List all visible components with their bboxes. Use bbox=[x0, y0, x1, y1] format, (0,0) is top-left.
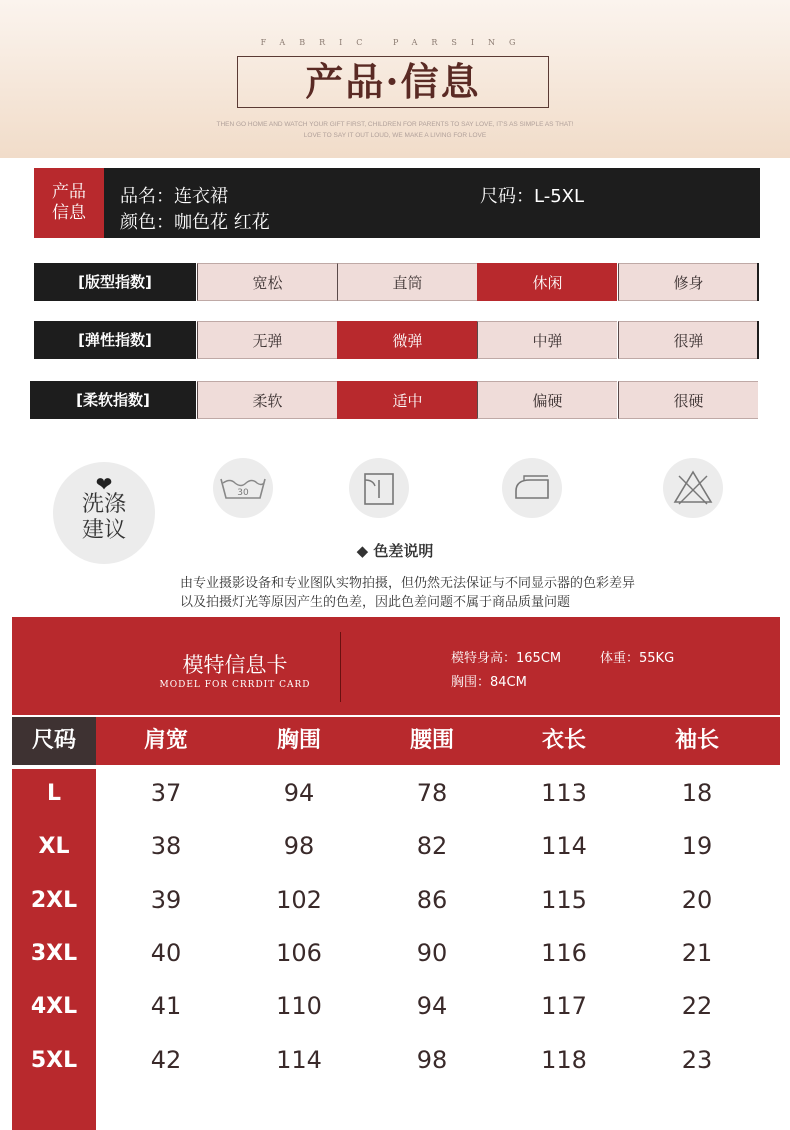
size-value-cell: 113 bbox=[541, 779, 587, 807]
size-table-header-cell: 袖长 bbox=[674, 728, 719, 753]
index-row-end bbox=[757, 321, 759, 359]
model-card-subtitle: MODEL FOR CRRDIT CARD bbox=[159, 680, 311, 690]
index-label: [柔软指数] bbox=[30, 381, 196, 419]
size-value-cell: 42 bbox=[150, 1045, 182, 1074]
size-table-header-cell: 衣长 bbox=[541, 728, 586, 753]
size-table-header-cell: 尺码 bbox=[31, 728, 76, 753]
size-value-cell: 40 bbox=[150, 938, 182, 967]
index-option: 修身 bbox=[618, 263, 758, 301]
size-value-cell: 110 bbox=[276, 992, 322, 1021]
wash-advice-label: 洗涤 建议 bbox=[81, 492, 126, 543]
size-value-cell: 18 bbox=[681, 779, 713, 807]
index-option: 宽松 bbox=[197, 263, 337, 301]
line-dry-icon bbox=[349, 458, 409, 518]
index-option: 柔软 bbox=[197, 381, 337, 419]
fabric-parsing-label: FABRIC PARSING bbox=[260, 38, 530, 47]
size-label-cell: 4XL bbox=[30, 994, 78, 1020]
header-subtext-2: LOVE TO SAY IT OUT LOUD, WE MAKE A LIVING FOR LOVE bbox=[303, 132, 487, 139]
index-option-selected: 适中 bbox=[337, 381, 477, 419]
index-row-end bbox=[757, 263, 759, 301]
size-value-cell: 90 bbox=[416, 938, 448, 967]
model-height: 模特身高：165CM bbox=[451, 651, 562, 666]
size-value-cell: 20 bbox=[681, 885, 713, 914]
index-option: 中弹 bbox=[477, 321, 617, 359]
size-value-cell: 114 bbox=[541, 832, 587, 861]
index-option-selected: 休闲 bbox=[477, 263, 617, 301]
size-value-cell: 98 bbox=[283, 832, 315, 861]
color-note-line-2: 以及拍摄灯光等原因产生的色差，因此色差问题不属于商品质量问题 bbox=[180, 595, 571, 610]
page-title: 产品·信息 bbox=[305, 59, 481, 104]
size-value-cell: 114 bbox=[276, 1045, 322, 1074]
model-info-card bbox=[12, 617, 780, 715]
no-bleach-icon bbox=[663, 458, 723, 518]
size-label-cell: 3XL bbox=[30, 940, 78, 966]
color-note-line-1: 由专业摄影设备和专业图队实物拍摄，但仍然无法保证与不同显示器的色彩差异 bbox=[180, 576, 636, 591]
size-value-cell: 82 bbox=[416, 832, 448, 861]
index-option: 很弹 bbox=[618, 321, 758, 359]
index-option: 很硬 bbox=[618, 381, 758, 419]
size-value-cell: 21 bbox=[681, 938, 713, 967]
size-value-cell: 98 bbox=[416, 1045, 448, 1074]
size-value-cell: 22 bbox=[681, 992, 713, 1021]
index-option: 偏硬 bbox=[477, 381, 617, 419]
size-value-cell: 94 bbox=[283, 779, 315, 807]
size-label-cell: L bbox=[46, 781, 62, 806]
product-info-tag-label: 产品 信息 bbox=[52, 182, 86, 223]
header-subtext-1: THEN GO HOME AND WATCH YOUR GIFT FIRST, CHILDREN FOR PARENTS TO SAY LOVE, IT'S AS SIMPLE AS THAT! bbox=[216, 121, 574, 128]
size-value-cell: 41 bbox=[150, 992, 182, 1021]
size-label-cell: 2XL bbox=[30, 887, 78, 913]
wash-temp-label: 30 bbox=[237, 488, 249, 498]
model-weight: 体重：55KG bbox=[600, 651, 675, 666]
index-option-selected: 微弹 bbox=[337, 321, 477, 359]
size-label-cell: XL bbox=[38, 834, 70, 860]
size-value-cell: 106 bbox=[276, 938, 322, 967]
model-card-title: 模特信息卡 bbox=[182, 653, 288, 677]
size-value-cell: 116 bbox=[541, 938, 587, 967]
size-value-cell: 37 bbox=[150, 779, 182, 807]
size-value-cell: 19 bbox=[681, 832, 713, 861]
size-value-cell: 39 bbox=[150, 885, 182, 914]
size-value-cell: 102 bbox=[276, 885, 322, 914]
size-value-cell: 78 bbox=[416, 779, 448, 807]
model-card-divider bbox=[340, 632, 341, 702]
size-value-cell: 115 bbox=[541, 885, 587, 914]
index-label: [版型指数] bbox=[34, 263, 196, 301]
size-table-header-cell: 肩宽 bbox=[143, 728, 188, 753]
product-color: 颜色：咖色花 红花 bbox=[120, 212, 270, 233]
iron-icon bbox=[502, 458, 562, 518]
model-bust: 胸围：84CM bbox=[451, 675, 527, 690]
index-option: 直筒 bbox=[337, 263, 477, 301]
wash-30-icon bbox=[213, 458, 273, 518]
size-value-cell: 86 bbox=[416, 885, 448, 914]
size-value-cell: 38 bbox=[150, 832, 182, 861]
size-table-header-cell: 胸围 bbox=[276, 728, 321, 753]
product-info-tag bbox=[34, 168, 104, 238]
color-note-title: ◆ 色差说明 bbox=[356, 542, 434, 560]
size-table-header-cell: 腰围 bbox=[409, 728, 454, 753]
heart-icon: ❤ bbox=[95, 472, 113, 496]
size-value-cell: 23 bbox=[681, 1045, 713, 1074]
product-size-range: 尺码：L-5XL bbox=[480, 186, 585, 207]
size-label-cell: 5XL bbox=[30, 1047, 78, 1073]
size-value-cell: 117 bbox=[541, 992, 587, 1021]
index-option: 无弹 bbox=[197, 321, 337, 359]
size-value-cell: 118 bbox=[541, 1045, 587, 1074]
index-label: [弹性指数] bbox=[34, 321, 196, 359]
product-name: 品名：连衣裙 bbox=[120, 186, 228, 207]
size-value-cell: 94 bbox=[416, 992, 448, 1021]
